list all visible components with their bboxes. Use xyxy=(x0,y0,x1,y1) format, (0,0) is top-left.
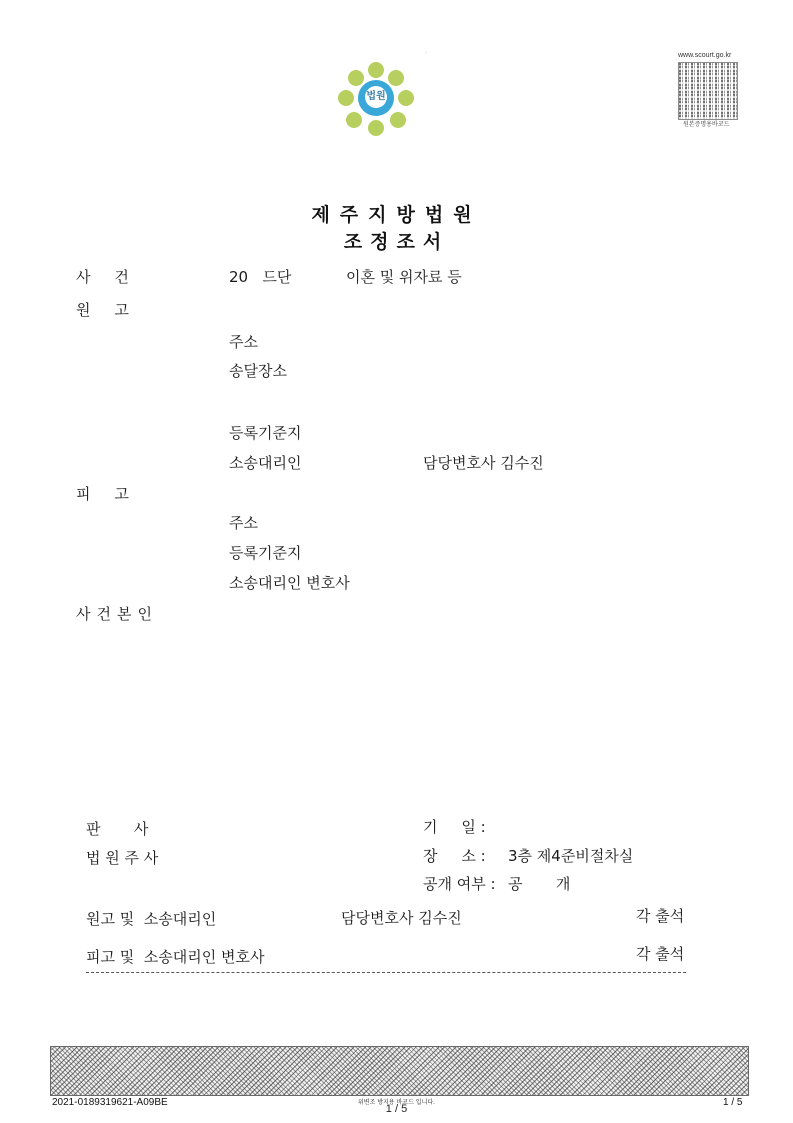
case-name: 이혼 및 위자료 등 xyxy=(346,268,462,286)
barcode-caption: 원본증명용바코드 xyxy=(683,121,730,128)
defendant-label: 피 고 xyxy=(76,485,129,503)
plaintiff-registry-label: 등록기준지 xyxy=(229,424,302,442)
plaintiff-address-label: 주소 xyxy=(229,333,258,351)
plaintiff-agent-label: 소송대리인 xyxy=(229,454,302,472)
defendant-agent-label: 소송대리인 변호사 xyxy=(229,574,350,592)
page-number-center: 1 / 5 xyxy=(385,1103,408,1115)
emblem-label: 법원 xyxy=(365,86,387,108)
attendance-party: 원고 및 소송대리인 xyxy=(86,910,217,928)
document-id: 2021-0189319621-A09BE xyxy=(52,1097,168,1108)
attendance-party: 피고 및 소송대리인 변호사 xyxy=(86,948,265,966)
case-label: 사 건 xyxy=(76,268,129,286)
anti-forgery-barcode xyxy=(50,1046,749,1096)
attendance-agent: 담당변호사 김수진 xyxy=(341,909,462,927)
page-number: 1 / 5 xyxy=(723,1097,743,1108)
defendant-registry-label: 등록기준지 xyxy=(229,544,302,562)
date-label: 기 일 : xyxy=(423,818,486,836)
public-value: 공 개 xyxy=(508,875,571,893)
judge-label: 판 사 xyxy=(86,820,149,838)
clerk-label: 법 원 주 사 xyxy=(86,849,159,867)
public-label: 공개 여부 : xyxy=(423,875,496,893)
barcode-note: 위변조 방지용 바코드 입니다. xyxy=(357,1099,436,1106)
barcode-url: www.scourt.go.kr xyxy=(678,52,732,59)
place-value: 3층 제4준비절차실 xyxy=(508,847,634,865)
plaintiff-delivery-label: 송달장소 xyxy=(229,362,287,380)
plaintiff-label: 원 고 xyxy=(76,301,129,319)
qr-barcode-icon xyxy=(678,62,738,120)
place-label: 장 소 : xyxy=(423,847,486,865)
document-title: 조정조서 xyxy=(343,231,450,253)
defendant-address-label: 주소 xyxy=(229,514,258,532)
court-title: 제주지방법원 xyxy=(311,204,482,226)
court-emblem-icon xyxy=(338,62,414,136)
case-number: 20 드단 xyxy=(229,268,292,286)
attendance-status: 각 출석 xyxy=(636,945,685,963)
plaintiff-agent-value: 담당변호사 김수진 xyxy=(423,454,544,472)
scan-mark: · xyxy=(425,50,427,57)
principal-label: 사건본인 xyxy=(76,605,158,623)
attendance-status: 각 출석 xyxy=(636,907,685,925)
divider xyxy=(86,972,686,973)
